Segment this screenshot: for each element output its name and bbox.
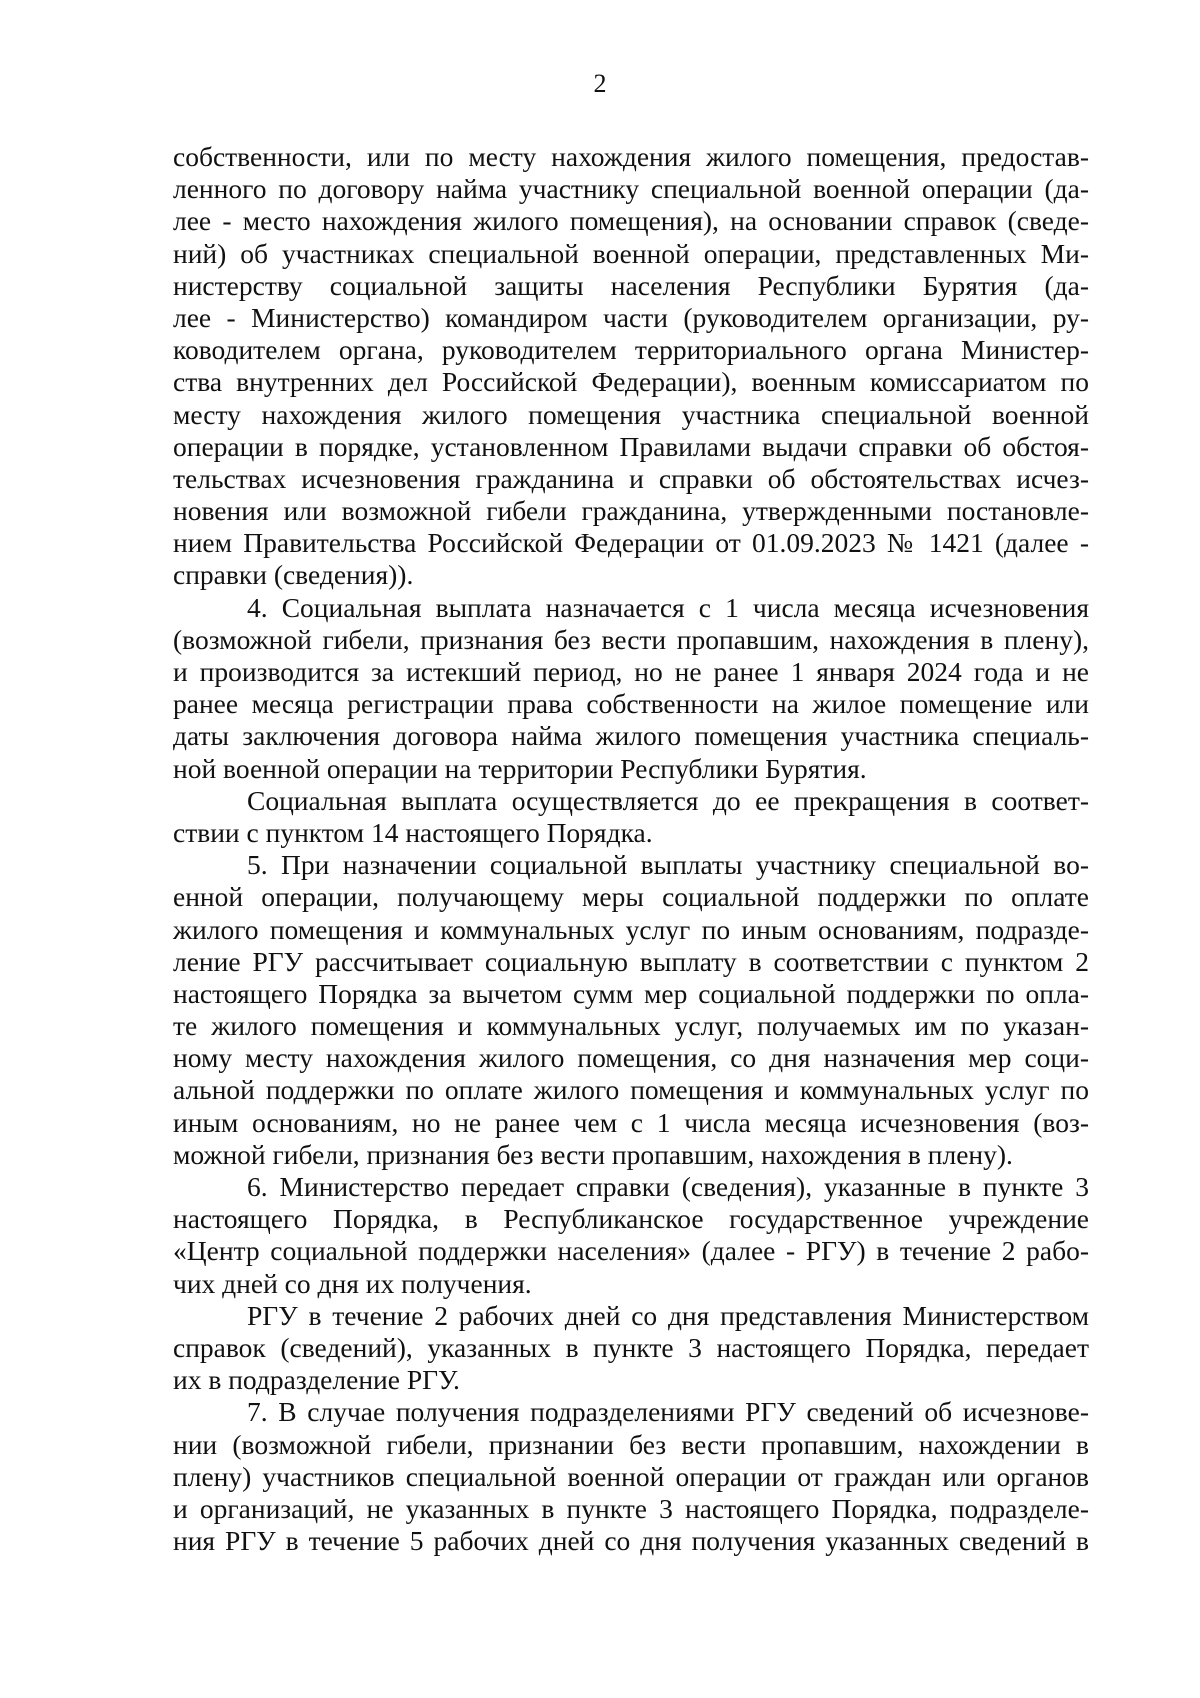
text-line: справки (сведения)). [173,559,414,591]
text-line: их в подразделение РГУ. [173,1364,460,1396]
text-line: нистерству социальной защиты населения Республики Бурятия (да- [173,269,1089,301]
text-line: ленного по договору найма участнику специальной военной операции (да- [173,173,1089,205]
text-line: ной военной операции на территории Республики Бурятия. [173,752,867,784]
text-line: енной операции, получающему меры социальной поддержки по оплате [173,881,1089,913]
document-body [173,141,1089,1557]
text-line: ранее месяца регистрации права собственности на жилое помещение или [173,688,1089,720]
text-line: «Центр социальной поддержки населения» (далее - РГУ) в течение 2 рабо- [173,1235,1089,1267]
text-line: настоящего Порядка за вычетом сумм мер социальной поддержки по опла- [173,977,1089,1009]
text-line: ства внутренних дел Российской Федерации), военным комиссариатом по [173,366,1089,398]
text-line: и производится за истекший период, но не ранее 1 января 2024 года и не [173,656,1089,687]
text-line: ния РГУ в течение 5 рабочих дней со дня получения указанных сведений в [173,1525,1089,1557]
paragraph-line: РГУ в течение 2 рабочих дней со дня представления Министерством [247,1299,1089,1331]
text-line: чих дней со дня их получения. [173,1267,532,1299]
text-line: те жилого помещения и коммунальных услуг, получаемых им по указан- [173,1010,1089,1042]
text-line: ководителем органа, руководителем территориального органа Министер- [173,334,1089,366]
text-line: (возможной гибели, признания без вести пропавшим, нахождения в плену), [173,623,1089,655]
text-line: ний) об участниках специальной военной операции, представленных Ми- [173,237,1089,269]
text-line: тельствах исчезновения гражданина и справки об обстоятельствах исчез- [173,462,1089,494]
text-line: нием Правительства Российской Федерации от 01.09.2023 № 1421 (далее - [173,527,1089,559]
text-line: новения или возможной гибели гражданина, утвержденными постановле- [173,495,1089,527]
paragraph-6-line: 6. Министерство передает справки (сведения), указанные в пункте 3 [247,1171,1089,1202]
text-line: настоящего Порядка, в Республиканское государственное учреждение [173,1203,1089,1235]
text-line: операции в порядке, установленном Правилами выдачи справки об обстоя- [173,430,1089,462]
text-line: ному месту нахождения жилого помещения, со дня назначения мер соци- [173,1042,1089,1074]
text-line: нии (возможной гибели, признании без вести пропавшим, нахождении в [173,1428,1089,1460]
paragraph-7-line: 7. В случае получения подразделениями РГУ сведений об исчезнове- [247,1396,1089,1428]
paragraph-5-line: 5. При назначении социальной выплаты участнику специальной во- [247,849,1089,881]
text-line: альной поддержки по оплате жилого помещения и коммунальных услуг по [173,1074,1089,1106]
paragraph-line: Социальная выплата осуществляется до ее прекращения в соответ- [247,784,1089,816]
text-line: лее - Министерство) командиром части (руководителем организации, ру- [173,301,1089,333]
paragraph-4-line: 4. Социальная выплата назначается с 1 числа месяца исчезновения [247,591,1089,623]
text-line: жилого помещения и коммунальных услуг по иным основаниям, подразде- [173,913,1089,945]
text-line: месту нахождения жилого помещения участника специальной военной [173,398,1089,430]
text-line: даты заключения договора найма жилого помещения участника специаль- [173,720,1089,752]
text-line: справок (сведений), указанных в пункте 3 настоящего Порядка, передает [173,1331,1089,1363]
text-line: можной гибели, признания без вести пропавшим, нахождения в плену). [173,1138,1013,1170]
page-number: 2 [593,69,607,98]
text-line: собственности, или по месту нахождения жилого помещения, предостав- [173,141,1089,172]
text-line: иным основаниям, но не ранее чем с 1 числа месяца исчезновения (воз- [173,1106,1089,1138]
text-line: плену) участников специальной военной операции от граждан или органов [173,1460,1089,1492]
text-line: ствии с пунктом 14 настоящего Порядка. [173,816,653,848]
text-line: лее - место нахождения жилого помещения), на основании справок (сведе- [173,205,1089,237]
text-line: ление РГУ рассчитывает социальную выплату в соответствии с пунктом 2 [173,945,1089,977]
text-line: и организаций, не указанных в пункте 3 настоящего Порядка, подразделе- [173,1492,1089,1524]
